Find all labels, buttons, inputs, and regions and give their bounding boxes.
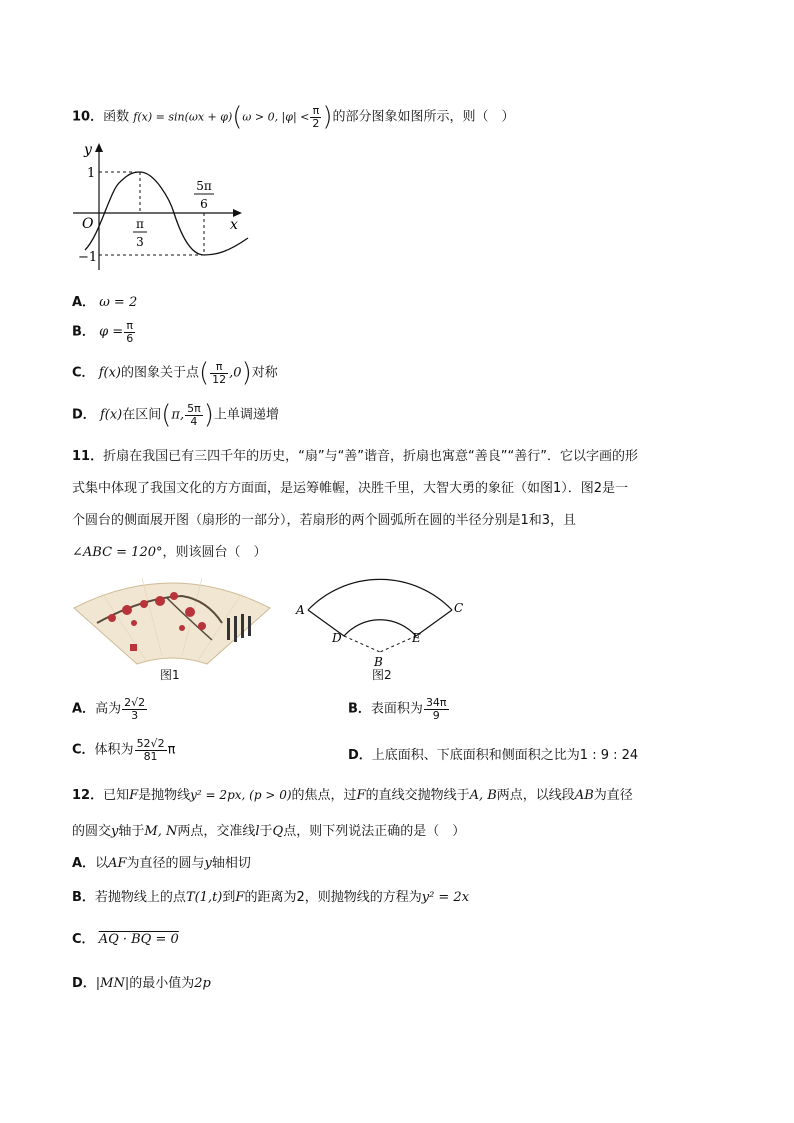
q12-option-b[interactable]: B．若抛物线上的点T(1,t)到F的距离为2，则抛物线的方程为y² = 2x bbox=[72, 890, 470, 905]
point-b: B bbox=[374, 655, 383, 669]
q11-line4 bbox=[72, 541, 267, 560]
seal bbox=[130, 644, 137, 651]
segment-ce bbox=[416, 610, 452, 636]
q11-fig2-caption: 图2 bbox=[372, 668, 392, 682]
q10-option-c-mid: 的图象关于点 bbox=[120, 365, 199, 381]
q11-option-a-frac: $\frac{2√2}{3}$ bbox=[124, 696, 146, 722]
q12-number: 12． bbox=[72, 788, 104, 803]
tick-pi-3-num: π bbox=[136, 217, 144, 231]
q11-line2: 式集中体现了我国文化的方方面面，是运筹帷幄，决胜千里，大智大勇的象征（如图1）．图2是一 bbox=[72, 481, 629, 496]
q10-cond-paren: ( bbox=[232, 102, 243, 132]
q11-option-c-post: π bbox=[167, 742, 176, 758]
q10-option-c-frac: $\frac{\pi}{12}$ bbox=[212, 359, 227, 386]
q12-option-c[interactable] bbox=[72, 928, 179, 947]
q11-option-c-pre: 体积为 bbox=[94, 742, 134, 758]
q11-fig2-sector bbox=[292, 570, 472, 670]
segment-eb bbox=[380, 636, 416, 652]
point-c: C bbox=[454, 601, 464, 615]
q10-option-d[interactable]: D． f(x)在区间(π, $\frac{5\pi}{4}$ )上单调递增 bbox=[72, 400, 279, 430]
q10-option-d-frac: $\frac{5\pi}{4}$ bbox=[187, 401, 201, 428]
q10-sine-graph bbox=[70, 140, 255, 275]
q11-option-a-pre: 高为 bbox=[95, 701, 122, 717]
q10-option-a-text: ω = 2 bbox=[99, 295, 138, 310]
q11-option-b-pre: 表面积为 bbox=[370, 701, 423, 717]
q11-line1-text: 折扇在我国已有三四千年的历史，“扇”与“善”谐音，折扇也寓意“善良”“善行”．它以字画的形 bbox=[103, 449, 638, 464]
q11-option-c[interactable] bbox=[72, 738, 175, 762]
q12-option-c-text: AQ · BQ = 0 bbox=[98, 932, 179, 947]
q11-fig1-caption: 图1 bbox=[160, 668, 180, 682]
inner-arc bbox=[344, 620, 416, 636]
q12-option-b-label: B． bbox=[72, 890, 95, 905]
tick-5pi-6-num: 5π bbox=[196, 179, 212, 193]
q11-option-d-text: 上底面积、下底面积和侧面积之比为1 : 9 : 24 bbox=[371, 748, 639, 763]
q10-cond-frac: $\frac{\pi}{2}$ bbox=[312, 103, 320, 130]
y-max-label: 1 bbox=[87, 166, 96, 181]
q11-number: 11． bbox=[72, 449, 104, 464]
q10-option-b[interactable] bbox=[72, 320, 136, 344]
q11-angle: ∠ABC = 120° bbox=[72, 545, 163, 560]
q11-option-b-label: B． bbox=[348, 701, 371, 717]
q11-line4-post: ，则该圆台（ ） bbox=[162, 545, 267, 560]
y-axis-arrow bbox=[95, 143, 103, 152]
q10-option-c-after: ,0 bbox=[229, 365, 242, 381]
q10-option-b-label: B． bbox=[72, 324, 95, 340]
x-axis-label: x bbox=[230, 217, 238, 233]
q10-stem-pre: 函数 bbox=[103, 109, 130, 125]
q11-option-d[interactable] bbox=[348, 744, 638, 763]
y-min-label: −1 bbox=[78, 250, 98, 265]
q10-option-d-fx: f(x) bbox=[99, 407, 123, 423]
q10-stem: 10．函数 f(x) = sin(ωx + φ)(ω > 0, |φ| < $\frac{\pi}{2}$ )的部分图象如图所示，则（ ） bbox=[72, 102, 515, 132]
q10-stem-post: 的部分图象如图所示，则（ ） bbox=[332, 109, 515, 125]
q10-option-a-label: A． bbox=[72, 295, 96, 310]
y-axis-label: y bbox=[84, 142, 92, 158]
x-axis-arrow bbox=[233, 209, 242, 217]
q12-option-d-label: D． bbox=[72, 976, 96, 991]
q11-option-d-label: D． bbox=[348, 748, 372, 763]
q10-option-c-fx: f(x) bbox=[98, 365, 121, 381]
q11-option-c-label: C． bbox=[72, 742, 95, 758]
q11-option-a[interactable] bbox=[72, 697, 148, 721]
q12-option-d[interactable]: D．|MN|的最小值为2p bbox=[72, 976, 211, 991]
point-d: D bbox=[332, 631, 342, 645]
q11-line1 bbox=[72, 445, 638, 464]
q10-option-d-label: D． bbox=[72, 407, 96, 423]
q11-line3: 个圆台的侧面展开图（扇形的一部分），若扇形的两个圆弧所在圆的半径分别是1和3，且 bbox=[72, 513, 577, 528]
q10-cond: ω > 0, |φ| < bbox=[242, 110, 310, 124]
tick-pi-3-den: 3 bbox=[136, 235, 144, 249]
q11-option-b-frac: $\frac{34\pi}{9}$ bbox=[425, 696, 447, 722]
q12-option-c-label: C． bbox=[72, 932, 95, 947]
q12-parabola-eq: y² = 2px, (p > 0) bbox=[190, 788, 292, 802]
segment-db bbox=[344, 636, 380, 652]
q11-option-a-label: A． bbox=[72, 701, 96, 717]
q11-option-b[interactable] bbox=[348, 697, 450, 721]
q10-option-c-post: 对称 bbox=[251, 365, 278, 381]
q12-option-a-label: A． bbox=[72, 856, 96, 871]
q10-number: 10． bbox=[72, 109, 104, 125]
q12-option-a[interactable]: A．以AF为直径的圆与y轴相切 bbox=[72, 856, 251, 871]
q11-fig1-fan-painting bbox=[72, 568, 272, 668]
q10-option-d-mid: 在区间 bbox=[122, 407, 162, 423]
origin-label: O bbox=[82, 216, 94, 232]
q11-option-c-frac: $\frac{52√2}{81}$ bbox=[136, 737, 165, 763]
q10-option-c-label: C． bbox=[72, 365, 95, 381]
tick-5pi-6-den: 6 bbox=[200, 197, 208, 211]
q12-line1: 12．已知F是抛物线y² = 2px, (p > 0)的焦点，过F的直线交抛物线于A, B两点，以线段AB为直径 bbox=[72, 788, 633, 803]
q10-option-b-pre: φ = bbox=[99, 324, 124, 340]
point-e: E bbox=[412, 631, 421, 645]
q10-option-a[interactable] bbox=[72, 291, 137, 310]
point-a: A bbox=[296, 603, 305, 617]
q10-formula: f(x) = sin(ωx + φ) bbox=[133, 110, 233, 124]
q10-option-b-frac: $\frac{\pi}{6}$ bbox=[126, 319, 134, 345]
outer-arc bbox=[308, 579, 452, 610]
q10-option-d-post: 上单调递增 bbox=[213, 407, 279, 423]
q12-line2: 的圆交y轴于M, N两点，交准线l于Q点，则下列说法正确的是（ ） bbox=[72, 824, 466, 839]
q10-option-d-a: π, bbox=[171, 407, 185, 423]
q10-option-c[interactable]: C． f(x)的图象关于点( $\frac{\pi}{12}$ ,0)对称 bbox=[72, 358, 278, 388]
